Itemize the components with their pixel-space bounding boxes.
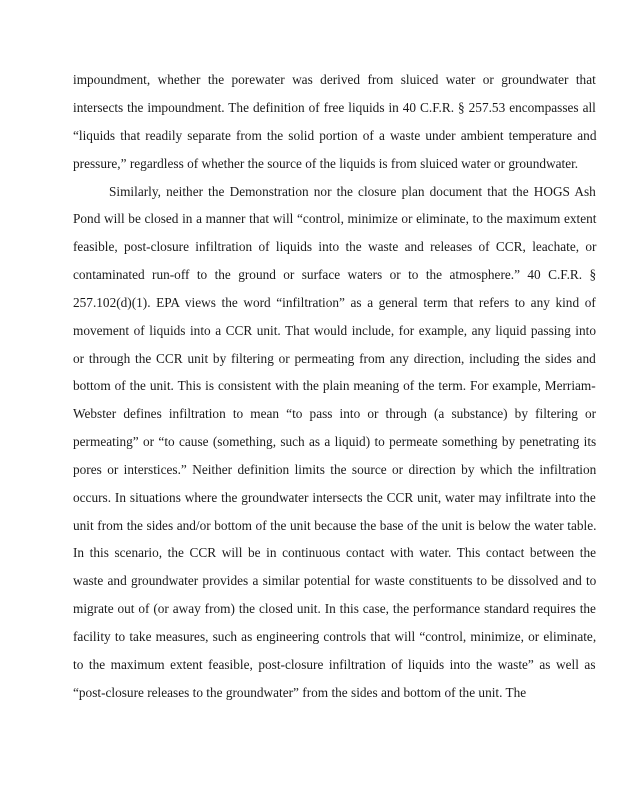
paragraph-line: impoundment, whether the porewater was derived from sluiced water or groundwater that — [73, 72, 596, 87]
paragraph-line: Webster defines infiltration to mean “to pass into or through (a substance) by filtering or — [73, 406, 597, 421]
paragraph-line: intersects the impoundment. The definition of free liquids in 40 C.F.R. § 257.53 encompasses all — [73, 100, 596, 115]
paragraph-line: movement of liquids into a CCR unit. That would include, for example, any liquid passing into — [73, 323, 596, 338]
paragraph-line: permeating” or “to cause (something, such as a liquid) to permeate something by penetrating its — [73, 434, 597, 449]
paragraph-line: waste and groundwater provides a similar potential for waste constituents to be dissolved and to — [73, 573, 597, 588]
paragraph-line: migrate out of (or away from) the closed unit. In this case, the performance standard requires the — [73, 601, 596, 616]
paragraph-line: Pond will be closed in a manner that will “control, minimize or eliminate, to the maximum extent — [73, 211, 597, 226]
paragraph-line: facility to take measures, such as engineering controls that will “control, minimize, or eliminate, — [73, 629, 597, 644]
paragraph-line: contaminated run-off to the ground or surface waters or to the atmosphere.” 40 C.F.R. § — [73, 267, 597, 282]
paragraph-line: Similarly, neither the Demonstration nor the closure plan document that the HOGS Ash — [109, 184, 596, 199]
paragraph-line: pressure,” regardless of whether the source of the liquids is from sluiced water or groundwater. — [73, 156, 579, 171]
paragraph-line: feasible, post-closure infiltration of liquids into the waste and releases of CCR, leachate, or — [73, 239, 597, 254]
paragraph-line: bottom of the unit. This is consistent with the plain meaning of the term. For example, Merriam- — [73, 378, 596, 393]
paragraph-line: pores or interstices.” Neither definition limits the source or direction by which the infiltration — [73, 462, 597, 477]
paragraph-line: “post-closure releases to the groundwater” from the sides and bottom of the unit. The — [73, 685, 527, 700]
paragraph-line: 257.102(d)(1). EPA views the word “infiltration” as a general term that refers to any kind of — [73, 295, 596, 310]
paragraph-line: occurs. In situations where the groundwater intersects the CCR unit, water may infiltrate into the — [73, 490, 596, 505]
paragraph-line: In this scenario, the CCR will be in continuous contact with water. This contact between the — [73, 545, 597, 560]
paragraph-line: unit from the sides and/or bottom of the unit because the base of the unit is below the water table. — [73, 518, 597, 533]
paragraph-line: or through the CCR unit by filtering or permeating from any direction, including the sides and — [73, 351, 596, 366]
paragraph-line: to the maximum extent feasible, post-closure infiltration of liquids into the waste” as well as — [73, 657, 596, 672]
paragraph-line: “liquids that readily separate from the solid portion of a waste under ambient temperature and — [73, 128, 597, 143]
